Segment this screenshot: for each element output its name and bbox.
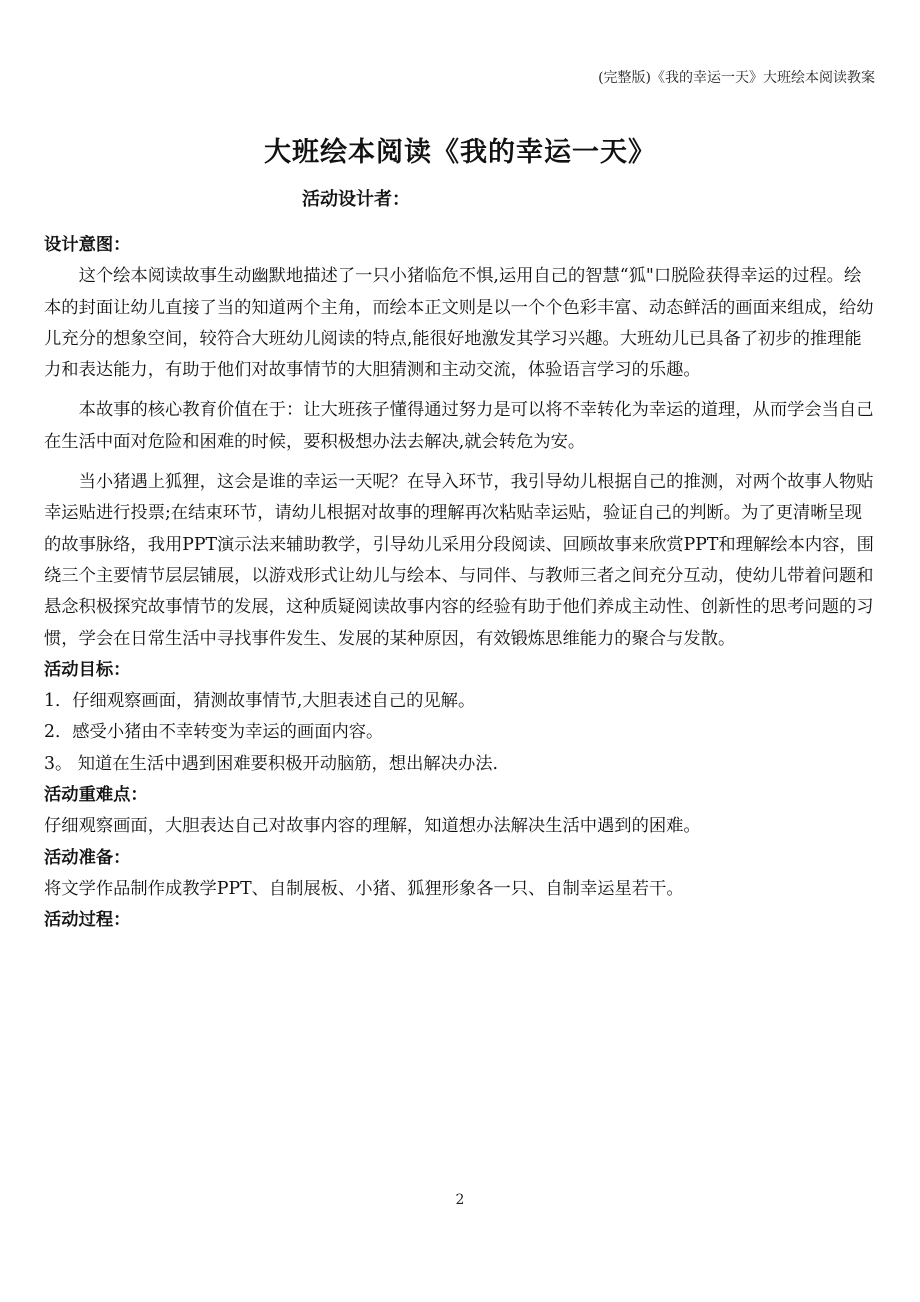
document-title: 大班绘本阅读《我的幸运一天》 xyxy=(264,137,656,168)
page-header: (完整版)《我的幸运一天》大班绘本阅读教案 xyxy=(598,70,875,86)
section-heading-key-points: 活动重难点： xyxy=(44,785,148,806)
section-heading-goals: 活动目标： xyxy=(44,659,131,680)
designer-label: 活动设计者： xyxy=(302,189,410,210)
preparation-text: 将文学作品制作成教学PPT、自制展板、小猪、狐狸形象各一只、自制幸运星若干。 xyxy=(44,878,684,899)
goal-item-2: 2．感受小猪由不幸转变为幸运的画面内容。 xyxy=(44,722,384,743)
section-heading-preparation: 活动准备： xyxy=(44,847,131,868)
section-heading-intent: 设计意图： xyxy=(44,235,131,255)
goal-item-3: 3。 知道在生活中遇到困难要积极开动脑筋，想出解决办法. xyxy=(44,753,499,774)
goal-item-1: 1．仔细观察画面，猜测故事情节,大胆表述自己的见解。 xyxy=(44,691,476,712)
document-body xyxy=(44,230,876,937)
key-points-text: 仔细观察画面，大胆表达自己对故事内容的理解，知道想办法解决生活中遇到的困难。 xyxy=(44,816,701,837)
page-number: 2 xyxy=(455,1192,465,1208)
intent-paragraph-1: 这个绘本阅读故事生动幽默地描述了一只小猪临危不惧,运用自己的智慧“狐"口脱险获得幸运的过程。绘本的封面让幼儿直接了当的知道两个主角，而绘本正文则是以一个个色彩丰富、动态鲜活的画面来组成，给幼儿充分的想象空间，较符合大班幼儿阅读的特点,能很好地激发其学习兴趣。大班幼儿已具备了初步的推理能力和表达能力，有助于他们对故事情节的大胆猜测和主动交流，体验语言学习的乐趣。 xyxy=(44,266,874,381)
intent-paragraph-2: 本故事的核心教育价值在于：让大班孩子懂得通过努力是可以将不幸转化为幸运的道理，从而学会当自己在生活中面对危险和困难的时候，要积极想办法去解决,就会转危为安。 xyxy=(44,400,874,452)
intent-paragraph-3: 当小猪遇上狐狸，这会是谁的幸运一天呢？在导入环节，我引导幼儿根据自己的推测，对两个故事人物贴幸运贴进行投票;在结束环节，请幼儿根据对故事的理解再次粘贴幸运贴，验证自己的判断。为了更清晰呈现的故事脉络，我用PPT演示法来辅助教学，引导幼儿采用分段阅读、回顾故事来欣赏PPT和理解绘本内容，围绕三个主要情节层层铺展，以游戏形式让幼儿与绘本、与同伴、与教师三者之间充分互动，使幼儿带着问题和悬念积极探究故事情节的发展，这种质疑阅读故事内容的经验有助于他们养成主动性、创新性的思考问题的习惯，学会在日常生活中寻找事件发生、发展的某种原因，有效锻炼思维能力的聚合与发散。 xyxy=(44,472,874,649)
section-heading-process: 活动过程： xyxy=(44,910,131,931)
